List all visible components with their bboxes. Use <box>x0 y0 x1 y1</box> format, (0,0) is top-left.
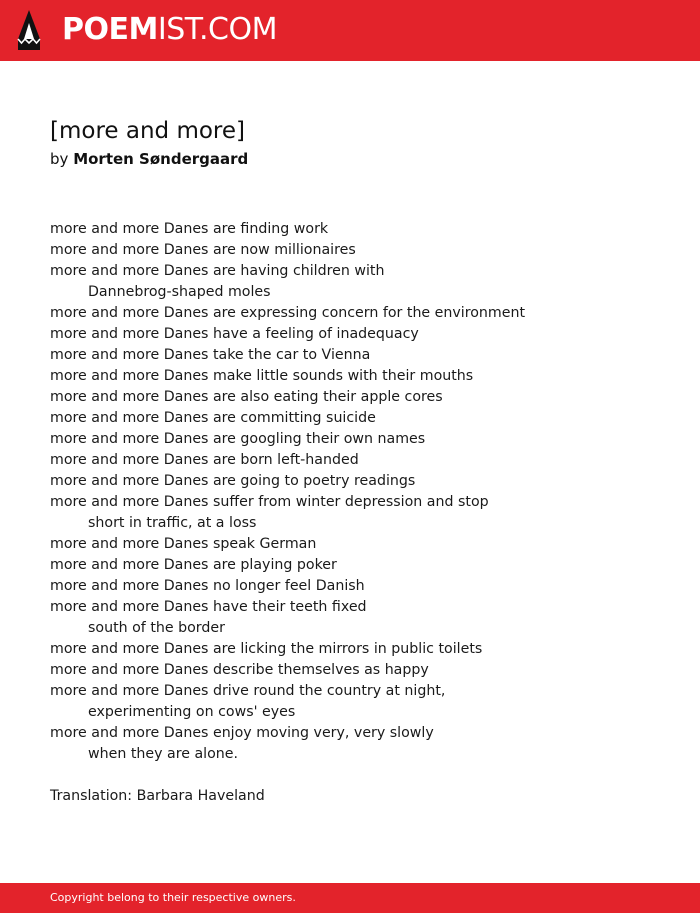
poem-line: more and more Danes make little sounds with their mouths <box>50 368 474 384</box>
poem-line: more and more Danes are having children with <box>50 263 385 279</box>
poem-line: more and more Danes are committing suicide <box>50 410 376 426</box>
poem-line: more and more Danes no longer feel Danish <box>50 578 365 594</box>
poem-title: [more and more] <box>50 118 245 144</box>
copyright-notice: Copyright belong to their respective owners. <box>50 891 296 904</box>
poem-line-continued: south of the border <box>88 620 225 636</box>
poem-line-continued: Dannebrog-shaped moles <box>88 284 271 300</box>
poem-body <box>50 219 670 765</box>
poem-line: more and more Danes take the car to Vienna <box>50 347 371 363</box>
logo-light-text: IST.COM <box>157 12 277 47</box>
poem-line: more and more Danes have their teeth fixed <box>50 599 367 615</box>
poem-line: more and more Danes are googling their own names <box>50 431 426 447</box>
logo-bold-text: POEM <box>62 12 158 47</box>
poem-line: more and more Danes are licking the mirrors in public toilets <box>50 641 483 657</box>
poem-author: Morten Søndergaard <box>73 150 249 168</box>
poem-line-continued: short in traffic, at a loss <box>88 515 257 531</box>
byline-prefix: by <box>50 150 69 168</box>
site-header <box>0 0 700 61</box>
site-footer <box>0 883 700 913</box>
poem-line: more and more Danes describe themselves as happy <box>50 662 429 678</box>
poem-line: more and more Danes are expressing concern for the environment <box>50 305 526 321</box>
poem-line: more and more Danes suffer from winter depression and stop <box>50 494 489 510</box>
pencil-tip-icon[interactable] <box>16 9 42 51</box>
poem-line: more and more Danes are born left-handed <box>50 452 359 468</box>
poem-byline <box>50 148 248 170</box>
poem-line: more and more Danes are finding work <box>50 221 329 237</box>
poem-line-continued: when they are alone. <box>88 746 239 762</box>
poem-line: more and more Danes are also eating their apple cores <box>50 389 443 405</box>
site-logo[interactable] <box>62 12 277 48</box>
poem-line: more and more Danes are going to poetry readings <box>50 473 416 489</box>
poem-line: more and more Danes are playing poker <box>50 557 337 573</box>
translation-credit: Translation: Barbara Haveland <box>50 788 265 804</box>
poem-line: more and more Danes speak German <box>50 536 317 552</box>
poem-line: more and more Danes are now millionaires <box>50 242 356 258</box>
poem-line-continued: experimenting on cows' eyes <box>88 704 296 720</box>
poem-line: more and more Danes enjoy moving very, very slowly <box>50 725 434 741</box>
poem-line: more and more Danes have a feeling of inadequacy <box>50 326 419 342</box>
poem-line: more and more Danes drive round the country at night, <box>50 683 446 699</box>
